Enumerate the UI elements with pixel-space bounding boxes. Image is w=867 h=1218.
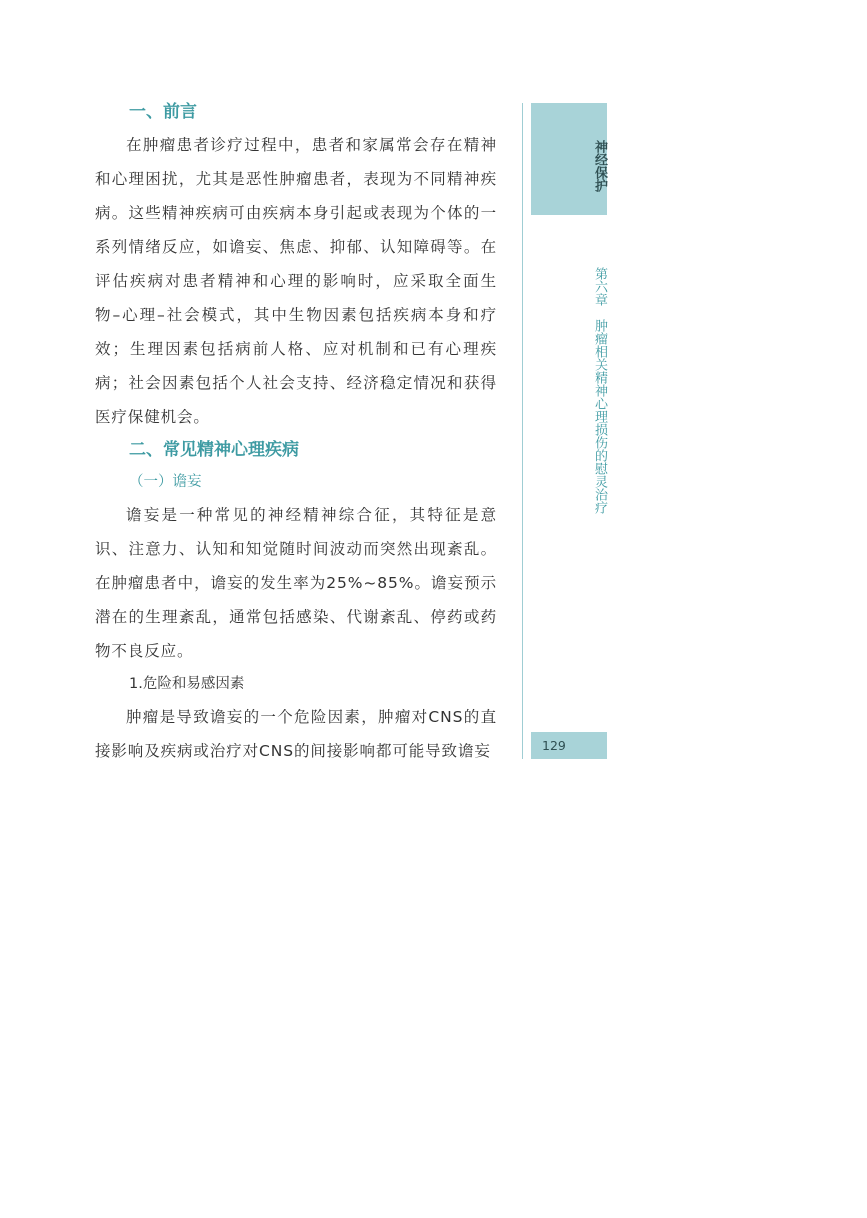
margin-divider-line bbox=[522, 103, 523, 759]
page-number-tab bbox=[531, 732, 607, 759]
item-heading-risk-factors: 1.危险和易感因素 bbox=[129, 676, 245, 692]
paragraph-intro: 在肿瘤患者诊疗过程中，患者和家属常会存在精神和心理困扰，尤其是恶性肿瘤患者，表现为不同精神疾病。这些精神疾病可由疾病本身引起或表现为个体的一系列情绪反应，如谵妄、焦虑、抑郁、认知障碍等。在评估疾病对患者精神和心理的影响时，应采取全面生物–心理–社会模式，其中生物因素包括疾病本身和疗效；生理因素包括病前人格、应对机制和已有心理疾病；社会因素包括个人社会支持、经济稳定情况和获得医疗保健机会。 bbox=[95, 136, 497, 426]
side-tab bbox=[531, 103, 607, 215]
chapter-title-vertical: 第六章 肿瘤相关精神心理损伤的慰灵治疗 bbox=[592, 266, 607, 514]
section-heading-intro: 一、前言 bbox=[129, 102, 197, 122]
section-heading-common-disorders: 二、常见精神心理疾病 bbox=[129, 440, 299, 460]
side-tab-label: 神经保护 bbox=[592, 140, 607, 192]
subsection-heading-delirium: （一）谵妄 bbox=[129, 474, 202, 490]
page-number: 129 bbox=[542, 738, 566, 753]
paragraph-delirium: 谵妄是一种常见的神经精神综合征，其特征是意识、注意力、认知和知觉随时间波动而突然出现紊乱。在肿瘤患者中，谵妄的发生率为25%~85%。谵妄预示潜在的生理紊乱，通常包括感染、代谢紊乱、停药或药物不良反应。 bbox=[95, 506, 497, 660]
paragraph-risk-factors: 肿瘤是导致谵妄的一个危险因素，肿瘤对CNS的直接影响及疾病或治疗对CNS的间接影响都可能导致谵妄 bbox=[95, 708, 497, 760]
page-content bbox=[95, 96, 497, 768]
